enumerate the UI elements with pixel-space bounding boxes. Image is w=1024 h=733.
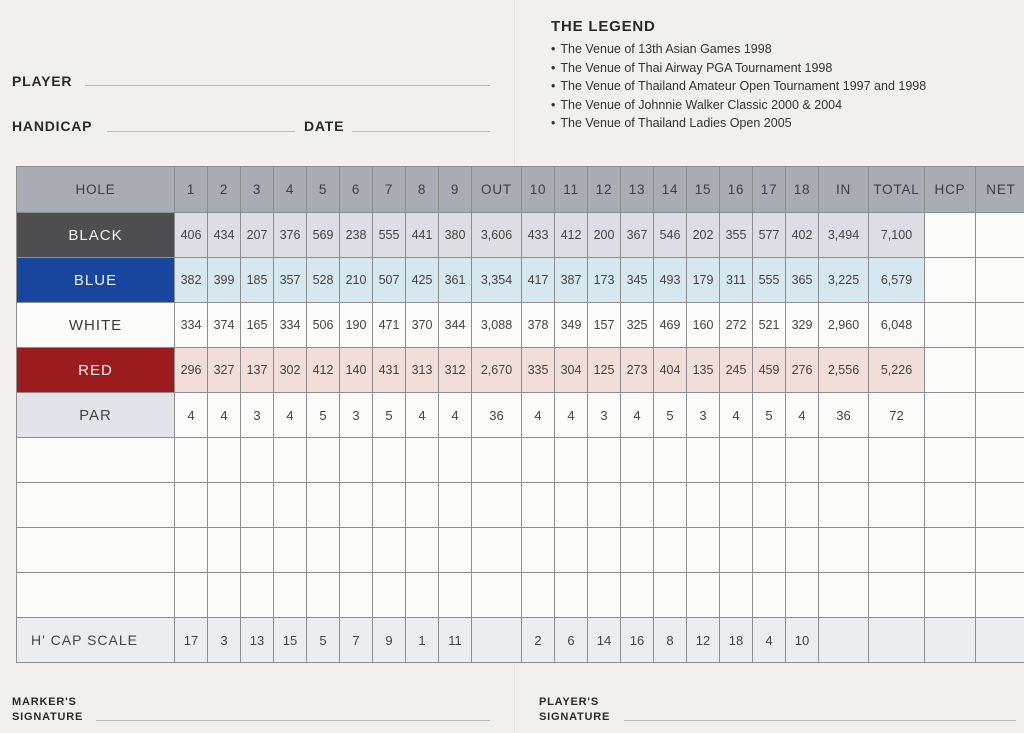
handicap-scale-cell: 14 bbox=[588, 618, 621, 663]
score-cell[interactable] bbox=[373, 483, 406, 528]
hole-header-cell: 16 bbox=[720, 167, 753, 213]
hole-header-cell: 2 bbox=[208, 167, 241, 213]
score-cell[interactable] bbox=[621, 528, 654, 573]
score-cell[interactable] bbox=[439, 573, 472, 618]
legend-list bbox=[551, 40, 926, 133]
par-cell: 4 bbox=[274, 393, 307, 438]
score-cell[interactable] bbox=[406, 438, 439, 483]
yardage-cell: 302 bbox=[274, 348, 307, 393]
score-cell[interactable] bbox=[555, 528, 588, 573]
score-cell[interactable] bbox=[307, 438, 340, 483]
hole-header-cell: TOTAL bbox=[869, 167, 925, 213]
score-cell[interactable] bbox=[522, 573, 555, 618]
hole-header-cell: 6 bbox=[340, 167, 373, 213]
handicap-scale-cell: 8 bbox=[654, 618, 687, 663]
score-cell[interactable] bbox=[175, 573, 208, 618]
hole-header-cell: 14 bbox=[654, 167, 687, 213]
player-name-cell[interactable] bbox=[17, 483, 175, 528]
yardage-cell: 412 bbox=[555, 213, 588, 258]
score-cell[interactable] bbox=[274, 483, 307, 528]
score-cell[interactable] bbox=[720, 483, 753, 528]
score-cell[interactable] bbox=[555, 573, 588, 618]
score-cell[interactable] bbox=[976, 528, 1024, 573]
par-row bbox=[17, 393, 1024, 438]
handicap-scale-cell bbox=[472, 618, 522, 663]
score-cell[interactable] bbox=[439, 483, 472, 528]
par-cell: 4 bbox=[208, 393, 241, 438]
marker-signature-label-line1: MARKER'S bbox=[12, 696, 77, 708]
handicap-scale-cell bbox=[869, 618, 925, 663]
score-row bbox=[17, 438, 1024, 483]
tee-label-black: BLACK bbox=[17, 213, 175, 258]
yardage-cell: 5,226 bbox=[869, 348, 925, 393]
score-cell[interactable] bbox=[588, 528, 621, 573]
score-cell[interactable] bbox=[522, 438, 555, 483]
score-cell[interactable] bbox=[340, 438, 373, 483]
score-cell[interactable] bbox=[925, 438, 976, 483]
tee-row-blue bbox=[17, 258, 1024, 303]
score-cell[interactable] bbox=[241, 573, 274, 618]
yardage-cell: 160 bbox=[687, 303, 720, 348]
score-cell[interactable] bbox=[373, 528, 406, 573]
scorecard-table bbox=[16, 166, 1024, 663]
par-cell: 3 bbox=[588, 393, 621, 438]
yardage-cell: 202 bbox=[687, 213, 720, 258]
handicap-scale-cell: 10 bbox=[786, 618, 819, 663]
yardage-cell: 382 bbox=[175, 258, 208, 303]
score-row bbox=[17, 483, 1024, 528]
score-cell[interactable] bbox=[555, 483, 588, 528]
score-cell[interactable] bbox=[925, 573, 976, 618]
yardage-cell: 173 bbox=[588, 258, 621, 303]
hole-header-cell: HCP bbox=[925, 167, 976, 213]
yardage-cell: 521 bbox=[753, 303, 786, 348]
score-cell[interactable] bbox=[753, 573, 786, 618]
yardage-cell: 507 bbox=[373, 258, 406, 303]
par-cell: 4 bbox=[720, 393, 753, 438]
score-cell[interactable] bbox=[274, 438, 307, 483]
score-cell[interactable] bbox=[720, 528, 753, 573]
yardage-cell: 2,670 bbox=[472, 348, 522, 393]
score-cell[interactable] bbox=[621, 438, 654, 483]
par-cell: 3 bbox=[340, 393, 373, 438]
score-cell[interactable] bbox=[588, 483, 621, 528]
score-cell[interactable] bbox=[925, 483, 976, 528]
yardage-cell: 569 bbox=[307, 213, 340, 258]
score-cell[interactable] bbox=[819, 573, 869, 618]
score-cell[interactable] bbox=[654, 573, 687, 618]
yardage-cell: 406 bbox=[175, 213, 208, 258]
yardage-cell: 546 bbox=[654, 213, 687, 258]
score-cell[interactable] bbox=[406, 573, 439, 618]
yardage-cell: 459 bbox=[753, 348, 786, 393]
score-cell[interactable] bbox=[786, 528, 819, 573]
handicap-scale-cell: 11 bbox=[439, 618, 472, 663]
yardage-cell: 3,494 bbox=[819, 213, 869, 258]
player-signature-label-line1: PLAYER'S bbox=[539, 696, 599, 708]
yardage-cell: 190 bbox=[340, 303, 373, 348]
yardage-cell: 431 bbox=[373, 348, 406, 393]
score-cell[interactable] bbox=[307, 573, 340, 618]
hole-header-label: HOLE bbox=[17, 167, 175, 213]
hole-header-cell: 17 bbox=[753, 167, 786, 213]
score-cell[interactable] bbox=[654, 483, 687, 528]
yardage-cell: 387 bbox=[555, 258, 588, 303]
handicap-scale-cell: 13 bbox=[241, 618, 274, 663]
player-signature-label bbox=[539, 695, 610, 725]
player-label: PLAYER bbox=[12, 73, 73, 89]
score-cell[interactable] bbox=[720, 573, 753, 618]
yardage-cell: 3,088 bbox=[472, 303, 522, 348]
par-cell: 36 bbox=[472, 393, 522, 438]
par-cell: 72 bbox=[869, 393, 925, 438]
par-cell: 3 bbox=[687, 393, 720, 438]
score-cell[interactable] bbox=[976, 303, 1024, 348]
yardage-cell: 334 bbox=[175, 303, 208, 348]
legend-item: • The Venue of 13th Asian Games 1998 bbox=[551, 40, 926, 59]
score-cell[interactable] bbox=[819, 438, 869, 483]
score-cell[interactable] bbox=[555, 438, 588, 483]
score-cell[interactable] bbox=[241, 483, 274, 528]
score-cell[interactable] bbox=[786, 483, 819, 528]
yardage-cell: 555 bbox=[373, 213, 406, 258]
score-cell[interactable] bbox=[621, 573, 654, 618]
yardage-cell: 425 bbox=[406, 258, 439, 303]
yardage-cell: 378 bbox=[522, 303, 555, 348]
yardage-cell: 355 bbox=[720, 213, 753, 258]
hole-header-cell: 9 bbox=[439, 167, 472, 213]
score-cell[interactable] bbox=[208, 573, 241, 618]
yardage-cell: 276 bbox=[786, 348, 819, 393]
yardage-cell: 441 bbox=[406, 213, 439, 258]
yardage-cell: 304 bbox=[555, 348, 588, 393]
par-cell: 5 bbox=[654, 393, 687, 438]
yardage-cell: 311 bbox=[720, 258, 753, 303]
yardage-cell: 165 bbox=[241, 303, 274, 348]
yardage-cell: 528 bbox=[307, 258, 340, 303]
hole-header-cell: 15 bbox=[687, 167, 720, 213]
yardage-cell: 2,556 bbox=[819, 348, 869, 393]
player-name-cell[interactable] bbox=[17, 438, 175, 483]
score-cell[interactable] bbox=[175, 528, 208, 573]
tee-label-blue: BLUE bbox=[17, 258, 175, 303]
score-cell[interactable] bbox=[925, 213, 976, 258]
score-cell[interactable] bbox=[522, 528, 555, 573]
score-cell[interactable] bbox=[439, 438, 472, 483]
yardage-cell: 417 bbox=[522, 258, 555, 303]
score-cell[interactable] bbox=[588, 438, 621, 483]
player-name-cell[interactable] bbox=[17, 528, 175, 573]
score-cell[interactable] bbox=[976, 483, 1024, 528]
score-cell[interactable] bbox=[976, 438, 1024, 483]
yardage-cell: 329 bbox=[786, 303, 819, 348]
yardage-cell: 325 bbox=[621, 303, 654, 348]
yardage-cell: 370 bbox=[406, 303, 439, 348]
score-cell[interactable] bbox=[976, 258, 1024, 303]
score-cell[interactable] bbox=[869, 483, 925, 528]
yardage-cell: 344 bbox=[439, 303, 472, 348]
score-cell[interactable] bbox=[976, 213, 1024, 258]
yardage-cell: 7,100 bbox=[869, 213, 925, 258]
yardage-cell: 412 bbox=[307, 348, 340, 393]
par-cell: 4 bbox=[555, 393, 588, 438]
hole-header-cell: 10 bbox=[522, 167, 555, 213]
handicap-scale-label: H' CAP SCALE bbox=[17, 618, 175, 663]
score-cell[interactable] bbox=[307, 528, 340, 573]
score-cell[interactable] bbox=[340, 483, 373, 528]
yardage-cell: 506 bbox=[307, 303, 340, 348]
yardage-cell: 327 bbox=[208, 348, 241, 393]
marker-signature-line[interactable] bbox=[96, 720, 490, 721]
score-cell[interactable] bbox=[869, 438, 925, 483]
score-cell[interactable] bbox=[786, 438, 819, 483]
score-cell[interactable] bbox=[925, 393, 976, 438]
yardage-cell: 404 bbox=[654, 348, 687, 393]
tee-row-red bbox=[17, 348, 1024, 393]
hole-header-cell: 5 bbox=[307, 167, 340, 213]
score-cell[interactable] bbox=[439, 528, 472, 573]
handicap-scale-cell: 3 bbox=[208, 618, 241, 663]
par-cell: 3 bbox=[241, 393, 274, 438]
par-cell: 5 bbox=[753, 393, 786, 438]
par-cell: 36 bbox=[819, 393, 869, 438]
tee-row-white bbox=[17, 303, 1024, 348]
legend-item: • The Venue of Thailand Ladies Open 2005 bbox=[551, 114, 926, 133]
score-row bbox=[17, 528, 1024, 573]
legend bbox=[551, 18, 926, 133]
handicap-scale-cell: 6 bbox=[555, 618, 588, 663]
tee-label-white: WHITE bbox=[17, 303, 175, 348]
score-cell[interactable] bbox=[687, 438, 720, 483]
yardage-cell: 402 bbox=[786, 213, 819, 258]
score-cell[interactable] bbox=[654, 438, 687, 483]
score-cell[interactable] bbox=[588, 573, 621, 618]
yardage-cell: 2,960 bbox=[819, 303, 869, 348]
handicap-scale-cell: 1 bbox=[406, 618, 439, 663]
score-cell[interactable] bbox=[340, 573, 373, 618]
yardage-cell: 135 bbox=[687, 348, 720, 393]
marker-signature-label-line2: SIGNATURE bbox=[12, 711, 84, 723]
yardage-cell: 210 bbox=[340, 258, 373, 303]
handicap-scale-cell: 9 bbox=[373, 618, 406, 663]
score-cell[interactable] bbox=[786, 573, 819, 618]
score-cell[interactable] bbox=[869, 573, 925, 618]
date-label: DATE bbox=[304, 118, 345, 134]
score-cell[interactable] bbox=[241, 528, 274, 573]
hole-header-cell: 4 bbox=[274, 167, 307, 213]
hole-header-cell: 7 bbox=[373, 167, 406, 213]
yardage-cell: 6,048 bbox=[869, 303, 925, 348]
hole-header-cell: OUT bbox=[472, 167, 522, 213]
score-cell[interactable] bbox=[687, 483, 720, 528]
yardage-cell: 376 bbox=[274, 213, 307, 258]
handicap-input-line[interactable] bbox=[107, 131, 295, 132]
hole-header-cell: IN bbox=[819, 167, 869, 213]
score-cell[interactable] bbox=[373, 438, 406, 483]
score-cell[interactable] bbox=[753, 438, 786, 483]
player-name-cell[interactable] bbox=[17, 573, 175, 618]
legend-item: • The Venue of Johnnie Walker Classic 2000 & 2004 bbox=[551, 96, 926, 115]
score-cell[interactable] bbox=[819, 483, 869, 528]
yardage-cell: 334 bbox=[274, 303, 307, 348]
yardage-cell: 238 bbox=[340, 213, 373, 258]
par-cell: 5 bbox=[307, 393, 340, 438]
yardage-cell: 137 bbox=[241, 348, 274, 393]
hole-header-cell: 11 bbox=[555, 167, 588, 213]
yardage-cell: 207 bbox=[241, 213, 274, 258]
hole-header-cell: 12 bbox=[588, 167, 621, 213]
yardage-cell: 577 bbox=[753, 213, 786, 258]
handicap-scale-cell: 17 bbox=[175, 618, 208, 663]
player-signature-label-line2: SIGNATURE bbox=[539, 711, 611, 723]
score-cell[interactable] bbox=[522, 483, 555, 528]
score-cell[interactable] bbox=[720, 438, 753, 483]
marker-signature-label bbox=[12, 695, 83, 725]
yardage-cell: 245 bbox=[720, 348, 753, 393]
handicap-label: HANDICAP bbox=[12, 118, 93, 134]
yardage-cell: 179 bbox=[687, 258, 720, 303]
par-cell: 4 bbox=[621, 393, 654, 438]
handicap-scale-cell: 16 bbox=[621, 618, 654, 663]
score-cell[interactable] bbox=[208, 438, 241, 483]
yardage-cell: 157 bbox=[588, 303, 621, 348]
score-cell[interactable] bbox=[307, 483, 340, 528]
score-cell[interactable] bbox=[925, 258, 976, 303]
par-cell: 4 bbox=[522, 393, 555, 438]
score-cell[interactable] bbox=[869, 528, 925, 573]
score-cell[interactable] bbox=[753, 483, 786, 528]
score-cell[interactable] bbox=[819, 528, 869, 573]
yardage-cell: 312 bbox=[439, 348, 472, 393]
tee-row-black bbox=[17, 213, 1024, 258]
score-cell[interactable] bbox=[472, 528, 522, 573]
yardage-cell: 140 bbox=[340, 348, 373, 393]
yardage-cell: 471 bbox=[373, 303, 406, 348]
hole-header-cell: 18 bbox=[786, 167, 819, 213]
score-cell[interactable] bbox=[373, 573, 406, 618]
score-cell[interactable] bbox=[175, 438, 208, 483]
score-cell[interactable] bbox=[406, 528, 439, 573]
score-cell[interactable] bbox=[976, 348, 1024, 393]
legend-item: • The Venue of Thai Airway PGA Tournament 1998 bbox=[551, 59, 926, 78]
score-cell[interactable] bbox=[340, 528, 373, 573]
yardage-cell: 469 bbox=[654, 303, 687, 348]
handicap-scale-cell: 12 bbox=[687, 618, 720, 663]
hole-header-row bbox=[17, 167, 1024, 213]
handicap-scale-cell: 7 bbox=[340, 618, 373, 663]
hole-header-cell: 3 bbox=[241, 167, 274, 213]
score-cell[interactable] bbox=[925, 618, 976, 663]
score-cell[interactable] bbox=[687, 573, 720, 618]
yardage-cell: 367 bbox=[621, 213, 654, 258]
yardage-cell: 349 bbox=[555, 303, 588, 348]
yardage-cell: 555 bbox=[753, 258, 786, 303]
score-cell[interactable] bbox=[472, 438, 522, 483]
score-cell[interactable] bbox=[472, 573, 522, 618]
yardage-cell: 335 bbox=[522, 348, 555, 393]
yardage-cell: 345 bbox=[621, 258, 654, 303]
tee-label-red: RED bbox=[17, 348, 175, 393]
par-cell: 4 bbox=[175, 393, 208, 438]
score-cell[interactable] bbox=[208, 483, 241, 528]
yardage-cell: 272 bbox=[720, 303, 753, 348]
handicap-scale-cell bbox=[819, 618, 869, 663]
score-cell[interactable] bbox=[925, 348, 976, 393]
yardage-cell: 185 bbox=[241, 258, 274, 303]
yardage-cell: 3,606 bbox=[472, 213, 522, 258]
yardage-cell: 125 bbox=[588, 348, 621, 393]
player-input-line[interactable] bbox=[85, 85, 490, 86]
yardage-cell: 374 bbox=[208, 303, 241, 348]
score-cell[interactable] bbox=[274, 528, 307, 573]
yardage-cell: 296 bbox=[175, 348, 208, 393]
hole-header-cell: NET bbox=[976, 167, 1024, 213]
par-cell: 5 bbox=[373, 393, 406, 438]
yardage-cell: 433 bbox=[522, 213, 555, 258]
player-signature-line[interactable] bbox=[624, 720, 1016, 721]
score-cell[interactable] bbox=[925, 303, 976, 348]
score-cell[interactable] bbox=[621, 483, 654, 528]
yardage-cell: 313 bbox=[406, 348, 439, 393]
yardage-cell: 200 bbox=[588, 213, 621, 258]
score-cell[interactable] bbox=[274, 573, 307, 618]
score-cell[interactable] bbox=[406, 483, 439, 528]
score-cell[interactable] bbox=[753, 528, 786, 573]
yardage-cell: 361 bbox=[439, 258, 472, 303]
par-cell: 4 bbox=[786, 393, 819, 438]
yardage-cell: 273 bbox=[621, 348, 654, 393]
par-label: PAR bbox=[17, 393, 175, 438]
legend-item: • The Venue of Thailand Amateur Open Tournament 1997 and 1998 bbox=[551, 77, 926, 96]
score-cell[interactable] bbox=[208, 528, 241, 573]
yardage-cell: 3,225 bbox=[819, 258, 869, 303]
date-input-line[interactable] bbox=[352, 131, 490, 132]
score-cell[interactable] bbox=[472, 483, 522, 528]
hole-header-cell: 1 bbox=[175, 167, 208, 213]
score-row bbox=[17, 573, 1024, 618]
handicap-scale-cell: 2 bbox=[522, 618, 555, 663]
score-cell[interactable] bbox=[976, 618, 1024, 663]
handicap-scale-cell: 5 bbox=[307, 618, 340, 663]
hole-header-cell: 13 bbox=[621, 167, 654, 213]
par-cell: 4 bbox=[406, 393, 439, 438]
score-cell[interactable] bbox=[175, 483, 208, 528]
hole-header-cell: 8 bbox=[406, 167, 439, 213]
yardage-cell: 6,579 bbox=[869, 258, 925, 303]
yardage-cell: 399 bbox=[208, 258, 241, 303]
score-cell[interactable] bbox=[654, 528, 687, 573]
score-cell[interactable] bbox=[925, 528, 976, 573]
yardage-cell: 3,354 bbox=[472, 258, 522, 303]
yardage-cell: 365 bbox=[786, 258, 819, 303]
score-cell[interactable] bbox=[976, 393, 1024, 438]
score-cell[interactable] bbox=[687, 528, 720, 573]
handicap-scale-row bbox=[17, 618, 1024, 663]
yardage-cell: 434 bbox=[208, 213, 241, 258]
handicap-scale-cell: 4 bbox=[753, 618, 786, 663]
score-cell[interactable] bbox=[241, 438, 274, 483]
handicap-scale-cell: 18 bbox=[720, 618, 753, 663]
score-cell[interactable] bbox=[976, 573, 1024, 618]
legend-title: THE LEGEND bbox=[551, 18, 656, 35]
handicap-scale-cell: 15 bbox=[274, 618, 307, 663]
yardage-cell: 493 bbox=[654, 258, 687, 303]
par-cell: 4 bbox=[439, 393, 472, 438]
yardage-cell: 357 bbox=[274, 258, 307, 303]
yardage-cell: 380 bbox=[439, 213, 472, 258]
